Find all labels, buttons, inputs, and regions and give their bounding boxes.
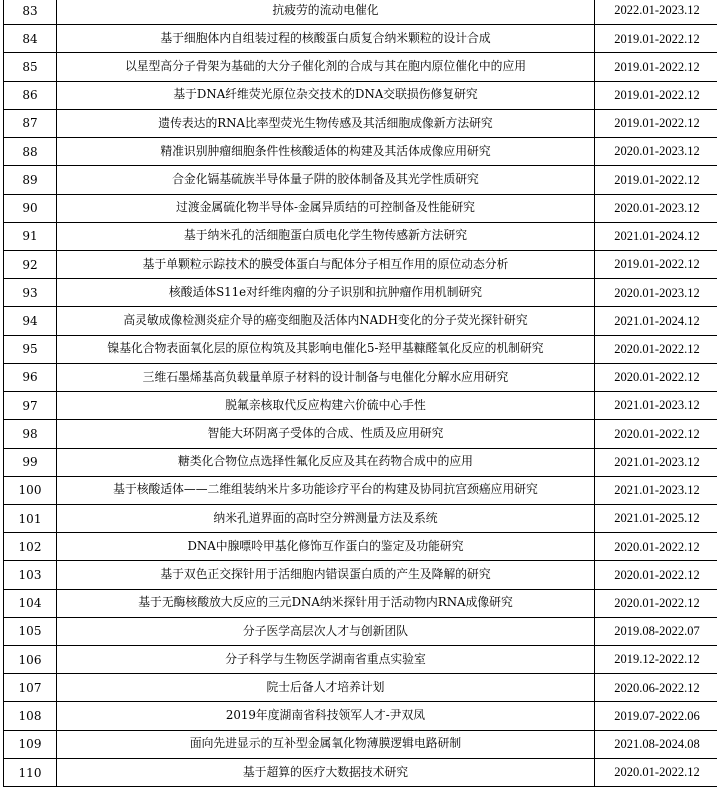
project-period-cell: 2021.01-2024.12 (595, 222, 717, 250)
project-period-cell: 2019.01-2022.12 (595, 53, 717, 81)
project-table-body (4, 0, 717, 787)
row-number-cell: 97 (4, 392, 57, 420)
project-title-cell: 基于超算的医疗大数据技术研究 (57, 758, 595, 786)
project-period-cell: 2020.01-2022.12 (595, 561, 717, 589)
project-period-cell: 2021.01-2025.12 (595, 504, 717, 532)
table-row (4, 25, 717, 53)
table-row (4, 758, 717, 786)
row-number-cell: 87 (4, 109, 57, 137)
table-row (4, 0, 717, 25)
table-row (4, 279, 717, 307)
project-title-cell: 分子医学高层次人才与创新团队 (57, 617, 595, 645)
table-row (4, 674, 717, 702)
table-row (4, 561, 717, 589)
row-number-cell: 94 (4, 307, 57, 335)
table-row (4, 646, 717, 674)
project-title-cell: 过渡金属硫化物半导体-金属异质结的可控制备及性能研究 (57, 194, 595, 222)
project-title-cell: 纳米孔道界面的高时空分辨测量方法及系统 (57, 504, 595, 532)
row-number-cell: 91 (4, 222, 57, 250)
row-number-cell: 102 (4, 533, 57, 561)
project-title-cell: 基于细胞体内自组装过程的核酸蛋白质复合纳米颗粒的设计合成 (57, 25, 595, 53)
project-title-cell: 抗疲劳的流动电催化 (57, 0, 595, 25)
project-period-cell: 2019.07-2022.06 (595, 702, 717, 730)
project-period-cell: 2019.01-2022.12 (595, 166, 717, 194)
project-period-cell: 2020.01-2022.12 (595, 589, 717, 617)
project-period-cell: 2021.01-2023.12 (595, 476, 717, 504)
project-period-cell: 2021.08-2024.08 (595, 730, 717, 758)
table-row (4, 476, 717, 504)
project-title-cell: 遗传表达的RNA比率型荧光生物传感及其活细胞成像新方法研究 (57, 109, 595, 137)
row-number-cell: 109 (4, 730, 57, 758)
row-number-cell: 88 (4, 138, 57, 166)
table-row (4, 702, 717, 730)
project-period-cell: 2021.01-2023.12 (595, 448, 717, 476)
row-number-cell: 95 (4, 335, 57, 363)
project-title-cell: 三维石墨烯基高负载量单原子材料的设计制备与电催化分解水应用研究 (57, 363, 595, 391)
project-period-cell: 2020.01-2023.12 (595, 279, 717, 307)
project-title-cell: 基于纳米孔的活细胞蛋白质电化学生物传感新方法研究 (57, 222, 595, 250)
project-period-cell: 2021.01-2023.12 (595, 392, 717, 420)
project-period-cell: 2020.01-2022.12 (595, 533, 717, 561)
row-number-cell: 110 (4, 758, 57, 786)
project-period-cell: 2019.01-2022.12 (595, 250, 717, 278)
row-number-cell: 105 (4, 617, 57, 645)
row-number-cell: 100 (4, 476, 57, 504)
table-row (4, 420, 717, 448)
table-row (4, 617, 717, 645)
row-number-cell: 104 (4, 589, 57, 617)
table-row (4, 250, 717, 278)
project-period-cell: 2020.06-2022.12 (595, 674, 717, 702)
project-period-cell: 2019.08-2022.07 (595, 617, 717, 645)
project-period-cell: 2019.01-2022.12 (595, 81, 717, 109)
project-period-cell: 2020.01-2022.12 (595, 420, 717, 448)
project-title-cell: DNA中腺嘌呤甲基化修饰互作蛋白的鉴定及功能研究 (57, 533, 595, 561)
project-title-cell: 基于DNA纤维荧光原位杂交技术的DNA交联损伤修复研究 (57, 81, 595, 109)
project-period-cell: 2020.01-2022.12 (595, 363, 717, 391)
project-title-cell: 基于核酸适体——二维组装纳米片多功能诊疗平台的构建及协同抗宫颈癌应用研究 (57, 476, 595, 504)
project-title-cell: 基于单颗粒示踪技术的膜受体蛋白与配体分子相互作用的原位动态分析 (57, 250, 595, 278)
project-title-cell: 精准识别肿瘤细胞条件性核酸适体的构建及其活体成像应用研究 (57, 138, 595, 166)
table-row (4, 138, 717, 166)
row-number-cell: 101 (4, 504, 57, 532)
table-row (4, 53, 717, 81)
row-number-cell: 90 (4, 194, 57, 222)
project-title-cell: 基于无酶核酸放大反应的三元DNA纳米探针用于活动物内RNA成像研究 (57, 589, 595, 617)
row-number-cell: 92 (4, 250, 57, 278)
table-row (4, 504, 717, 532)
table-row (4, 392, 717, 420)
table-row (4, 81, 717, 109)
table-row (4, 533, 717, 561)
row-number-cell: 83 (4, 0, 57, 25)
row-number-cell: 99 (4, 448, 57, 476)
project-title-cell: 智能大环阴离子受体的合成、性质及应用研究 (57, 420, 595, 448)
row-number-cell: 84 (4, 25, 57, 53)
project-period-cell: 2019.01-2022.12 (595, 25, 717, 53)
row-number-cell: 106 (4, 646, 57, 674)
project-title-cell: 面向先进显示的互补型金属氧化物薄膜逻辑电路研制 (57, 730, 595, 758)
table-row (4, 335, 717, 363)
project-title-cell: 核酸适体S11e对纤维肉瘤的分子识别和抗肿瘤作用机制研究 (57, 279, 595, 307)
project-title-cell: 镍基化合物表面氧化层的原位构筑及其影响电催化5-羟甲基糠醛氧化反应的机制研究 (57, 335, 595, 363)
row-number-cell: 85 (4, 53, 57, 81)
table-row (4, 166, 717, 194)
project-period-cell: 2019.01-2022.12 (595, 109, 717, 137)
table-row (4, 730, 717, 758)
table-row (4, 363, 717, 391)
row-number-cell: 107 (4, 674, 57, 702)
project-period-cell: 2022.01-2023.12 (595, 0, 717, 25)
project-period-cell: 2020.01-2022.12 (595, 335, 717, 363)
project-title-cell: 分子科学与生物医学湖南省重点实验室 (57, 646, 595, 674)
row-number-cell: 89 (4, 166, 57, 194)
project-period-cell: 2019.12-2022.12 (595, 646, 717, 674)
project-period-cell: 2020.01-2022.12 (595, 758, 717, 786)
row-number-cell: 98 (4, 420, 57, 448)
table-row (4, 194, 717, 222)
project-title-cell: 基于双色正交探针用于活细胞内错误蛋白质的产生及降解的研究 (57, 561, 595, 589)
table-row (4, 109, 717, 137)
project-title-cell: 脱氟亲核取代反应构建六价硫中心手性 (57, 392, 595, 420)
row-number-cell: 108 (4, 702, 57, 730)
project-period-cell: 2020.01-2023.12 (595, 194, 717, 222)
project-table (3, 0, 717, 787)
row-number-cell: 103 (4, 561, 57, 589)
table-row (4, 448, 717, 476)
row-number-cell: 93 (4, 279, 57, 307)
table-row (4, 222, 717, 250)
project-period-cell: 2021.01-2024.12 (595, 307, 717, 335)
row-number-cell: 86 (4, 81, 57, 109)
table-row (4, 589, 717, 617)
table-row (4, 307, 717, 335)
project-title-cell: 以星型高分子骨架为基础的大分子催化剂的合成与其在胞内原位催化中的应用 (57, 53, 595, 81)
project-title-cell: 高灵敏成像检测炎症介导的癌变细胞及活体内NADH变化的分子荧光探针研究 (57, 307, 595, 335)
project-title-cell: 糖类化合物位点选择性氟化反应及其在药物合成中的应用 (57, 448, 595, 476)
project-period-cell: 2020.01-2023.12 (595, 138, 717, 166)
row-number-cell: 96 (4, 363, 57, 391)
project-title-cell: 2019年度湖南省科技领军人才-尹双凤 (57, 702, 595, 730)
project-title-cell: 合金化镉基硫族半导体量子阱的胶体制备及其光学性质研究 (57, 166, 595, 194)
project-title-cell: 院士后备人才培养计划 (57, 674, 595, 702)
